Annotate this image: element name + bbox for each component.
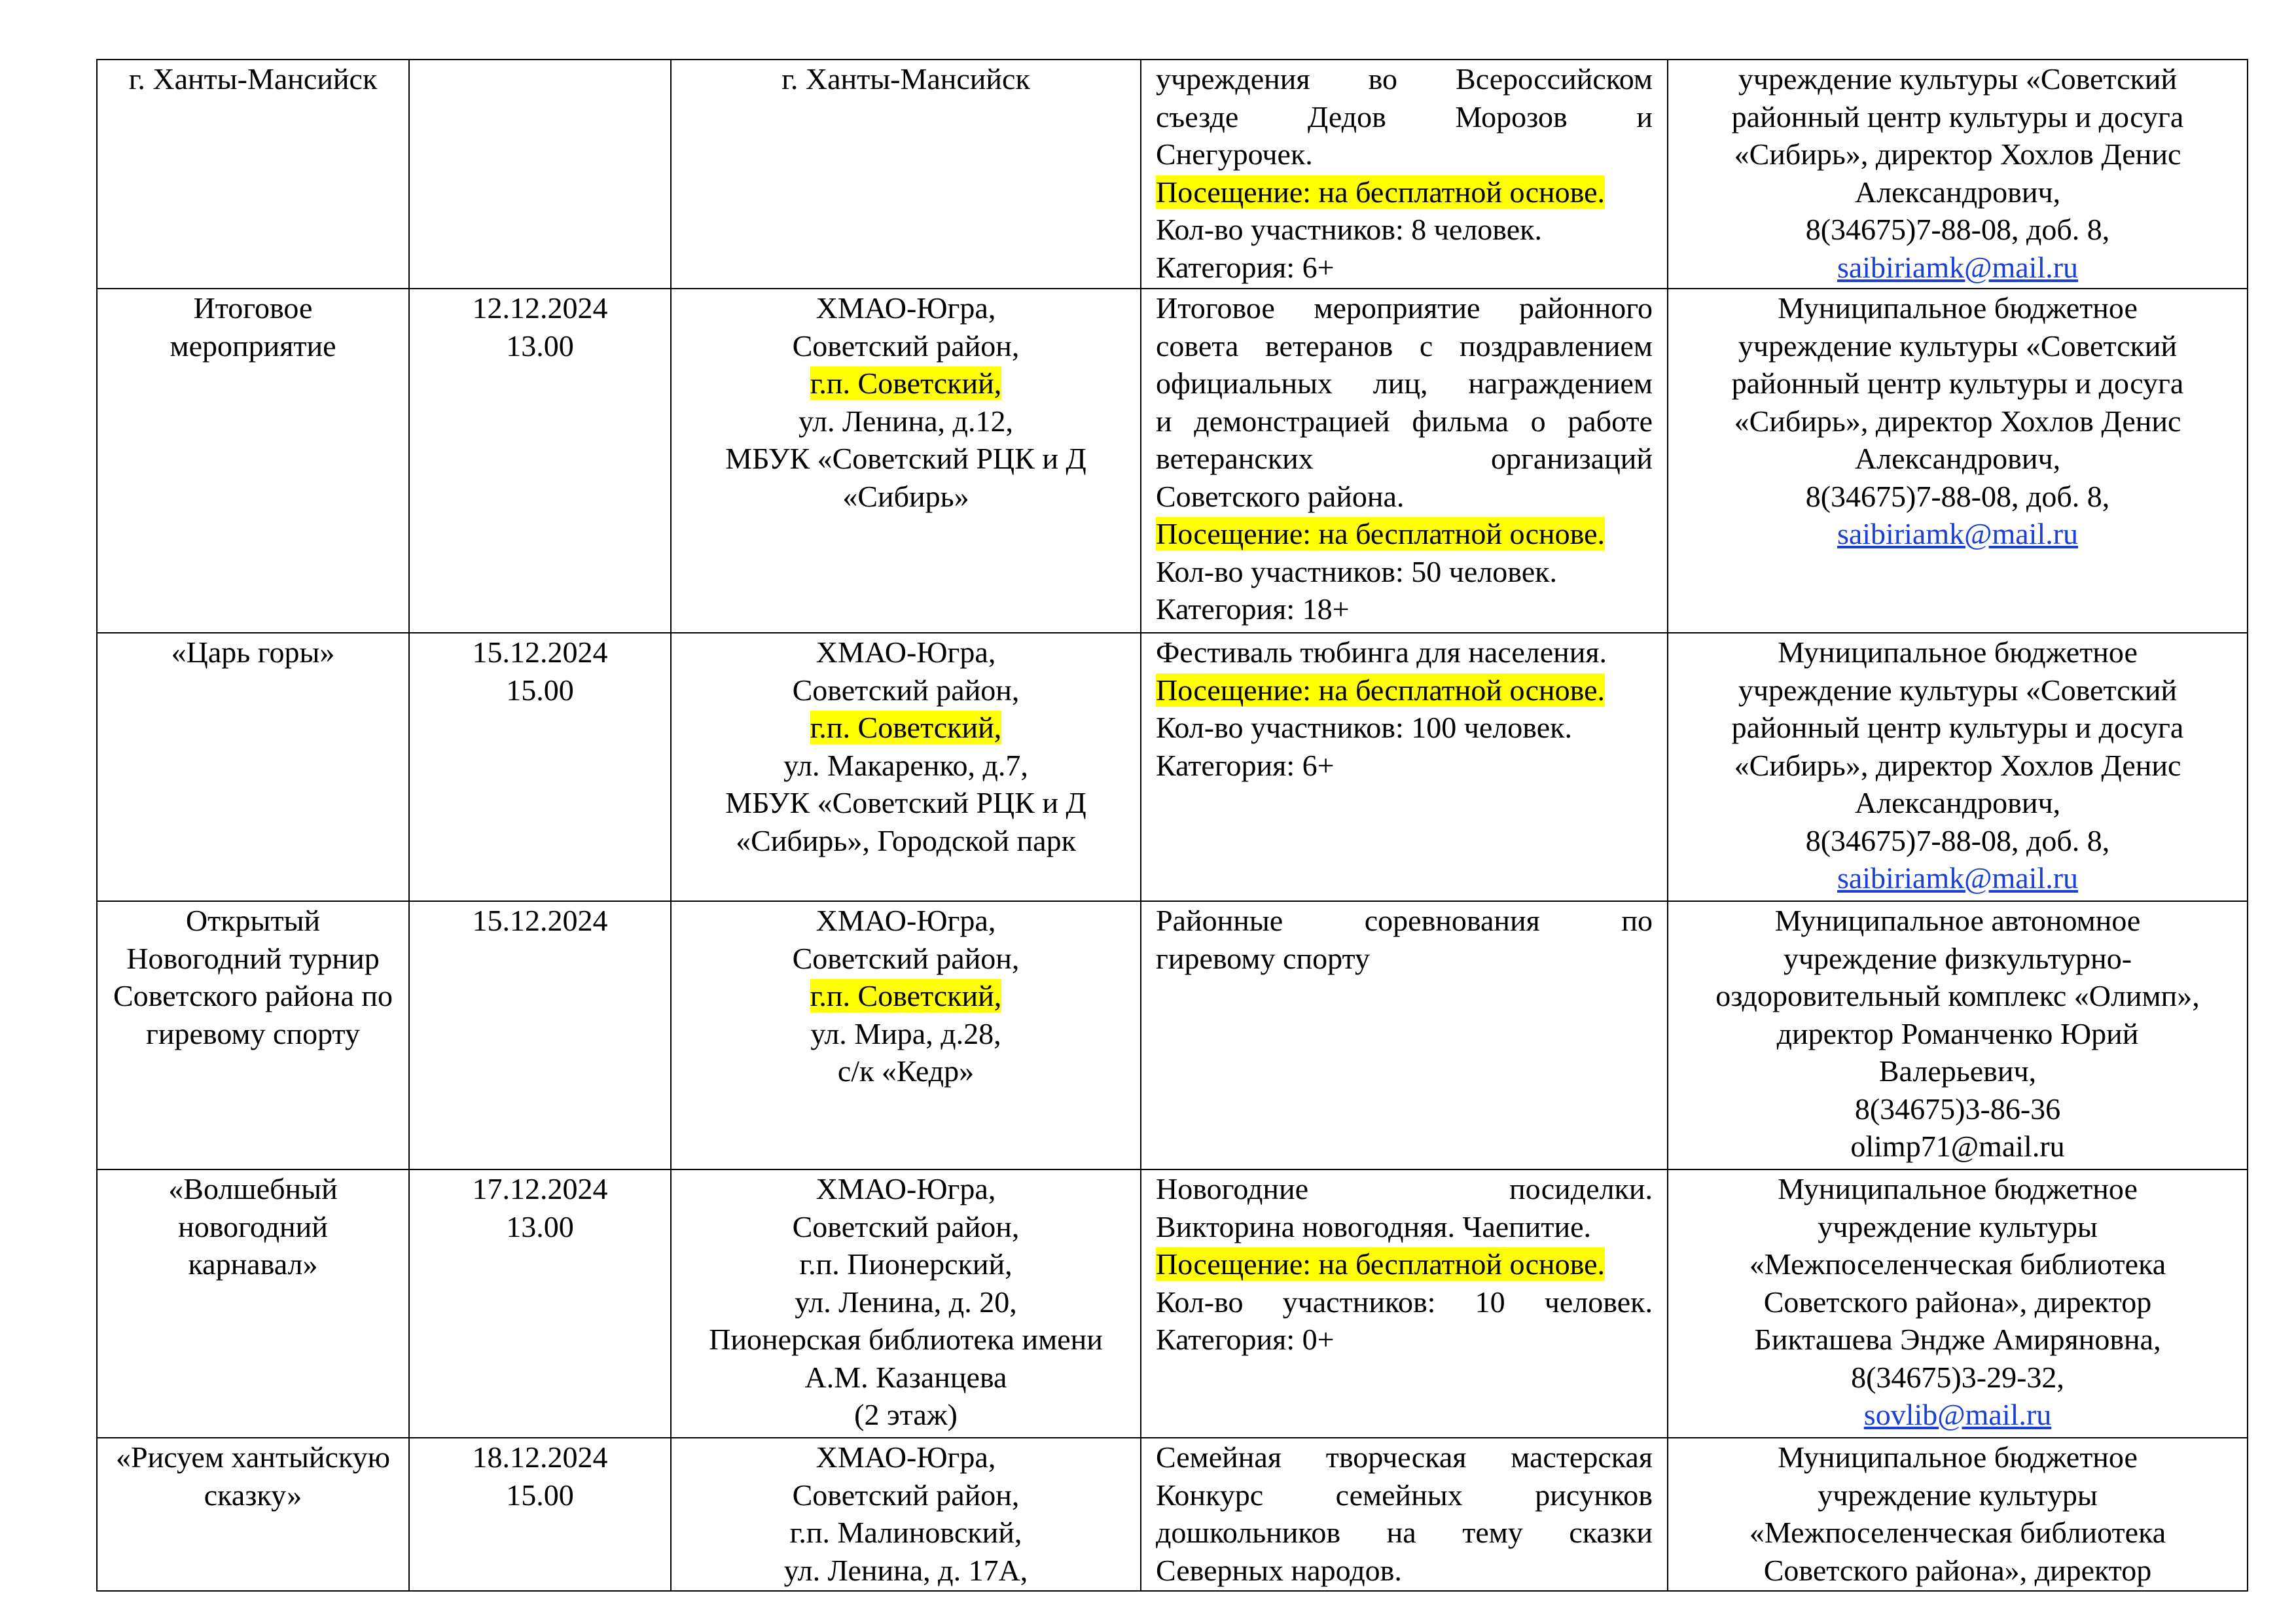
free-visit-badge: Посещение: на бесплатной основе. — [1156, 175, 1605, 209]
location-line: Советский район, — [792, 673, 1020, 707]
organizer-line: оздоровительный комплекс «Олимп», — [1715, 979, 2200, 1012]
description-line: учреждения во Всероссийском — [1156, 62, 1653, 96]
participants-line: Кол-во участников: 8 человек. — [1156, 213, 1543, 246]
organizer-line: Муниципальное автономное — [1774, 904, 2141, 937]
description-line: Снегурочек. — [1156, 137, 1313, 171]
organizer-line: «Сибирь», директор Хохлов Денис — [1734, 404, 2181, 438]
event-time: 15.00 — [506, 1478, 574, 1512]
event-date-cell — [409, 633, 671, 901]
event-date: 15.12.2024 — [472, 904, 608, 937]
description-line: Районные соревнования по — [1156, 904, 1653, 937]
highlighted-locality: г.п. Советский, — [810, 711, 1002, 744]
description-line: ветеранских организаций — [1156, 442, 1653, 475]
event-name-cell — [97, 60, 409, 289]
event-name: г. Ханты-Мансийск — [128, 62, 378, 96]
description-line: дошкольников на тему сказки — [1156, 1516, 1653, 1549]
location-line: ХМАО-Югра, — [816, 291, 996, 325]
organizer-line: Советского района», директор — [1763, 1553, 2152, 1587]
description-line: Викторина новогодняя. Чаепитие. — [1156, 1209, 1592, 1243]
organizer-line: 8(34675)7-88-08, доб. 8, — [1805, 479, 2110, 513]
events-table — [96, 59, 2248, 1592]
event-time: 13.00 — [506, 329, 574, 363]
organizer-line: «Сибирь», директор Хохлов Денис — [1734, 748, 2181, 782]
highlighted-locality: г.п. Советский, — [810, 366, 1002, 400]
location-line: «Сибирь», Городской парк — [736, 823, 1076, 857]
table-row — [97, 60, 2248, 289]
location-line: ХМАО-Югра, — [816, 904, 996, 937]
event-time: 13.00 — [506, 1209, 574, 1243]
description-line: и демонстрацией фильма о работе — [1156, 404, 1653, 438]
participants-line: Кол-во участников: 50 человек. — [1156, 554, 1558, 588]
participants-line: Кол-во участников: 100 человек. — [1156, 711, 1573, 744]
event-name: «Волшебный новогодний карнавал» — [168, 1172, 338, 1281]
table-row — [97, 1438, 2248, 1591]
organizer-line: 8(34675)3-86-36 — [1854, 1092, 2061, 1126]
table-row — [97, 1169, 2248, 1438]
description-line: Итоговое мероприятие районного — [1156, 291, 1653, 325]
organizer-line: учреждение культуры — [1818, 1478, 2098, 1512]
organizer-line: Муниципальное бюджетное — [1778, 635, 2138, 669]
event-date: 12.12.2024 — [472, 291, 608, 325]
event-name: «Царь горы» — [171, 635, 335, 669]
email-line — [1683, 249, 2233, 287]
organizer-line: «Межпоселенческая библиотека — [1749, 1516, 2166, 1549]
event-organizer-cell — [1668, 1438, 2248, 1591]
event-location-cell — [671, 1438, 1141, 1591]
location-line: ул. Ленина, д. 20, — [795, 1285, 1017, 1319]
location-line: Советский район, — [792, 1478, 1020, 1512]
organizer-line: Валерьевич, — [1878, 1054, 2037, 1088]
event-organizer-cell — [1668, 901, 2248, 1169]
event-name: Открытый Новогодний турнир Советского района по гиревому спорту — [113, 904, 393, 1050]
location-line: ул. Ленина, д.12, — [798, 404, 1013, 438]
location-line — [686, 709, 1126, 747]
location-line: МБУК «Советский РЦК и Д — [725, 786, 1086, 819]
organizer-line: учреждение культуры «Советский — [1738, 62, 2178, 96]
event-date: 15.12.2024 — [472, 635, 608, 669]
category-line: Категория: 6+ — [1156, 748, 1335, 782]
location-line: Пионерская библиотека имени — [709, 1323, 1103, 1356]
description-line: официальных лиц, награждением — [1156, 366, 1653, 400]
organizer-line: учреждение физкультурно- — [1783, 941, 2132, 975]
email-link[interactable]: saibiriamk@mail.ru — [1837, 861, 2079, 895]
description-line: Конкурс семейных рисунков — [1156, 1478, 1653, 1512]
location-line: ул. Мира, д.28, — [810, 1016, 1001, 1050]
event-organizer-cell — [1668, 633, 2248, 901]
organizer-line: Советского района», директор — [1763, 1285, 2152, 1319]
location-line: ул. Ленина, д. 17А, — [783, 1553, 1028, 1587]
free-visit-badge: Посещение: на бесплатной основе. — [1156, 517, 1605, 550]
description-line: совета ветеранов с поздравлением — [1156, 329, 1653, 363]
free-visit-badge: Посещение: на бесплатной основе. — [1156, 673, 1605, 707]
event-name-cell — [97, 1169, 409, 1438]
organizer-line: районный центр культуры и досуга — [1731, 99, 2184, 134]
event-description-cell — [1141, 901, 1668, 1169]
event-date-cell — [409, 1438, 671, 1591]
email-line — [1683, 1396, 2233, 1434]
organizer-line: Александрович, — [1854, 786, 2061, 819]
event-date-cell — [409, 1169, 671, 1438]
location-line: г.п. Малиновский, — [789, 1516, 1022, 1549]
event-date-cell — [409, 289, 671, 633]
email-line — [1683, 515, 2233, 553]
location-line: г.п. Пионерский, — [799, 1247, 1013, 1281]
location-line: «Сибирь» — [842, 479, 969, 513]
event-description-cell — [1141, 1438, 1668, 1591]
event-location-cell — [671, 1169, 1141, 1438]
organizer-line: Муниципальное бюджетное — [1778, 1172, 2138, 1205]
organizer-line: учреждение культуры «Советский — [1738, 329, 2178, 363]
location-line: А.М. Казанцева — [804, 1360, 1007, 1394]
visit-line — [1156, 173, 1653, 211]
description-line: Северных народов. — [1156, 1553, 1402, 1587]
email-link[interactable]: sovlib@mail.ru — [1863, 1398, 2052, 1431]
category-line: Категория: 0+ — [1156, 1323, 1335, 1356]
location-line: г. Ханты-Мансийск — [781, 62, 1030, 96]
event-location-cell — [671, 633, 1141, 901]
events-table-body — [97, 60, 2248, 1591]
event-date: 18.12.2024 — [472, 1440, 608, 1474]
organizer-line: районный центр культуры и досуга — [1731, 711, 2184, 744]
organizer-line: директор Романченко Юрий — [1776, 1016, 2139, 1050]
event-location-cell — [671, 901, 1141, 1169]
organizer-line: Бикташева Эндже Амиряновна, — [1754, 1323, 2161, 1356]
category-line: Категория: 18+ — [1156, 592, 1350, 626]
event-name-cell — [97, 289, 409, 633]
table-row — [97, 901, 2248, 1169]
organizer-line: районный центр культуры и досуга — [1731, 366, 2184, 400]
free-visit-badge: Посещение: на бесплатной основе. — [1156, 1247, 1605, 1281]
location-line: МБУК «Советский РЦК и Д — [725, 442, 1086, 475]
highlighted-locality: г.п. Советский, — [810, 979, 1002, 1012]
event-organizer-cell — [1668, 289, 2248, 633]
description-line: съезде Дедов Морозов и — [1156, 99, 1653, 134]
location-line: с/к «Кедр» — [837, 1054, 975, 1088]
category-line: Категория: 6+ — [1156, 250, 1335, 284]
event-description-cell — [1141, 289, 1668, 633]
visit-line — [1156, 671, 1653, 709]
organizer-line: olimp71@mail.ru — [1850, 1130, 2065, 1163]
description-line: Семейная творческая мастерская — [1156, 1440, 1653, 1474]
location-line: Советский район, — [792, 329, 1020, 363]
email-link[interactable]: saibiriamk@mail.ru — [1837, 250, 2079, 284]
description-line: гиревому спорту — [1156, 941, 1370, 975]
event-date-cell — [409, 60, 671, 289]
visit-line — [1156, 515, 1653, 553]
event-name: «Рисуем хантыйскую сказку» — [116, 1440, 390, 1512]
event-organizer-cell — [1668, 60, 2248, 289]
table-row — [97, 289, 2248, 633]
organizer-line: Александрович, — [1854, 442, 2061, 475]
event-location-cell — [671, 60, 1141, 289]
event-name-cell — [97, 1438, 409, 1591]
location-line: Советский район, — [792, 1209, 1020, 1243]
description-line: Фестиваль тюбинга для населения. — [1156, 635, 1607, 669]
email-line — [1683, 859, 2233, 897]
organizer-line: «Межпоселенческая библиотека — [1749, 1247, 2166, 1281]
event-date: 17.12.2024 — [472, 1172, 608, 1205]
table-row — [97, 633, 2248, 901]
participants-line: Кол-во участников: 10 человек. — [1156, 1285, 1653, 1319]
location-line: ХМАО-Югра, — [816, 1440, 996, 1474]
description-line: Советского района. — [1156, 479, 1405, 513]
organizer-line: Муниципальное бюджетное — [1778, 1440, 2138, 1474]
event-description-cell — [1141, 1169, 1668, 1438]
location-line: ХМАО-Югра, — [816, 1172, 996, 1205]
event-description-cell — [1141, 60, 1668, 289]
email-link[interactable]: saibiriamk@mail.ru — [1837, 517, 2079, 550]
event-time: 15.00 — [506, 673, 574, 707]
location-line — [686, 365, 1126, 402]
location-line: (2 этаж) — [854, 1398, 958, 1431]
organizer-line: 8(34675)7-88-08, доб. 8, — [1805, 213, 2110, 246]
location-line: ул. Макаренко, д.7, — [783, 748, 1028, 782]
organizer-line: учреждение культуры — [1818, 1209, 2098, 1243]
event-name: Итоговое мероприятие — [170, 291, 336, 363]
description-line: Новогодние посиделки. — [1156, 1172, 1653, 1205]
event-name-cell — [97, 901, 409, 1169]
organizer-line: учреждение культуры «Советский — [1738, 673, 2178, 707]
event-name-cell — [97, 633, 409, 901]
organizer-line: 8(34675)7-88-08, доб. 8, — [1805, 823, 2110, 857]
organizer-line: 8(34675)3-29-32, — [1851, 1360, 2064, 1394]
visit-line — [1156, 1245, 1653, 1283]
organizer-line: Муниципальное бюджетное — [1778, 291, 2138, 325]
event-organizer-cell — [1668, 1169, 2248, 1438]
event-description-cell — [1141, 633, 1668, 901]
event-location-cell — [671, 289, 1141, 633]
organizer-line: «Сибирь», директор Хохлов Денис — [1734, 137, 2181, 171]
organizer-line: Александрович, — [1854, 175, 2061, 209]
location-line: ХМАО-Югра, — [816, 635, 996, 669]
location-line — [686, 977, 1126, 1015]
location-line: Советский район, — [792, 941, 1020, 975]
event-date-cell — [409, 901, 671, 1169]
